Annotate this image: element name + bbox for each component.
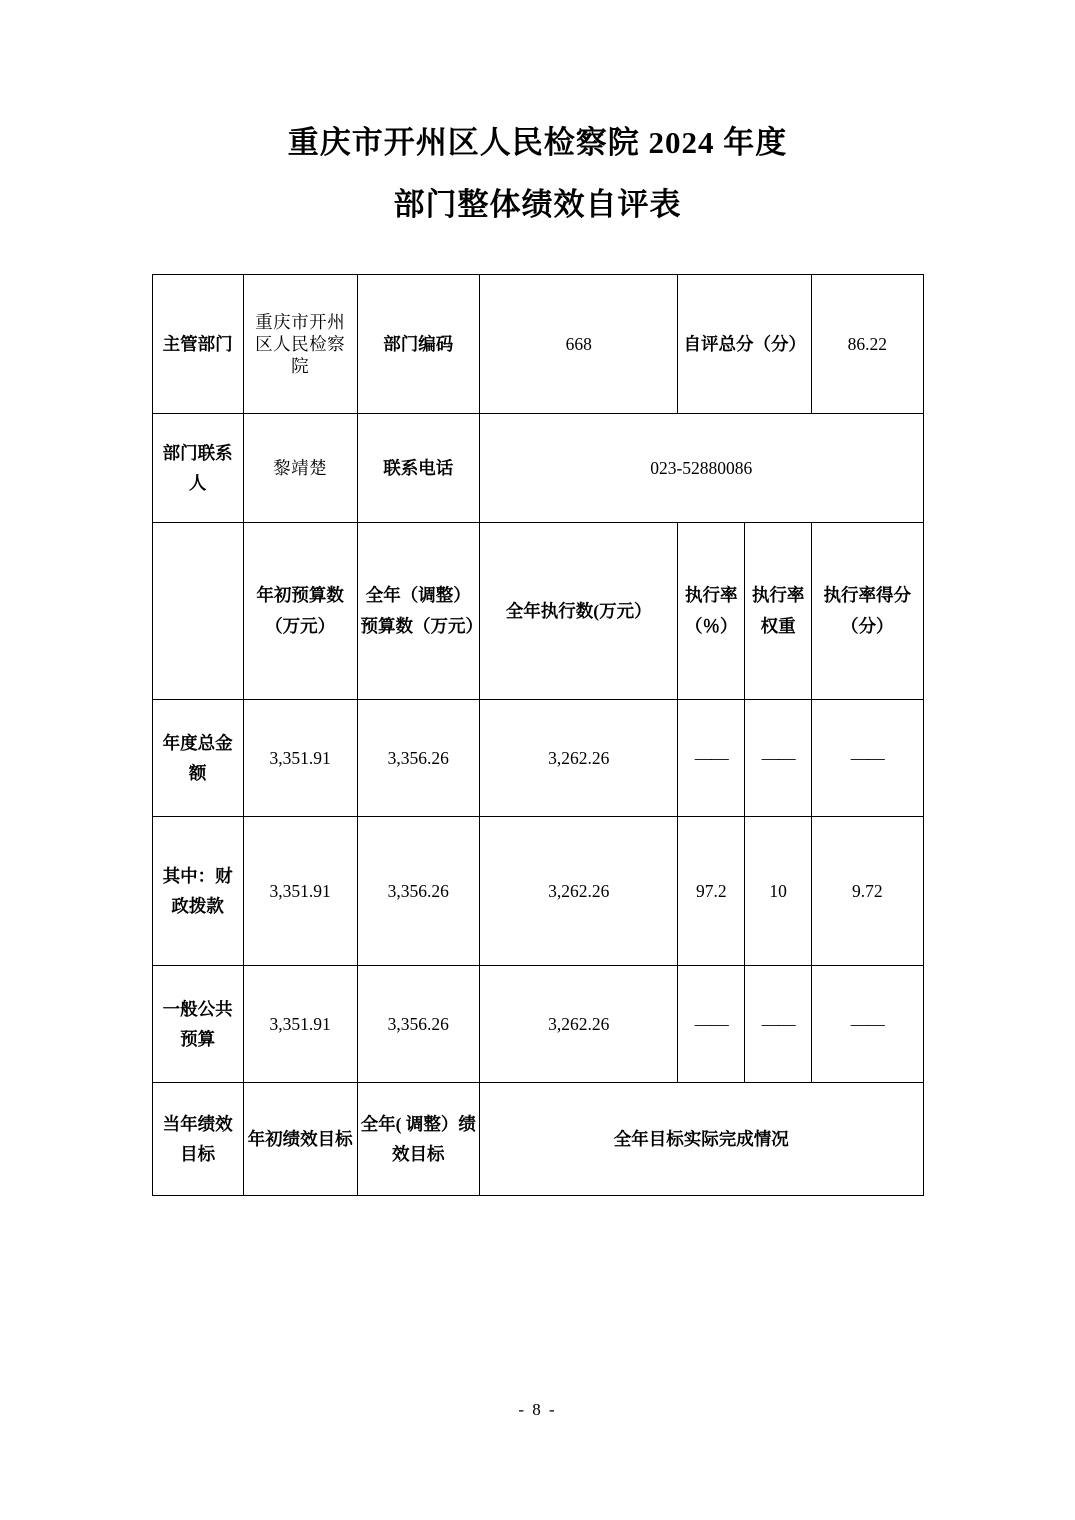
dept-name-value: 重庆市开州区人民检察院: [243, 275, 357, 414]
row-label-fiscal-appropriation: 其中：财政拨款: [152, 817, 243, 966]
cell-execution-score: 9.72: [812, 817, 923, 966]
cell-execution-score: ——: [812, 700, 923, 817]
page-number: - 8 -: [518, 1400, 557, 1419]
cell-execution-weight: 10: [745, 817, 812, 966]
cell-execution-score: ——: [812, 966, 923, 1083]
contact-label: 部门联系人: [152, 414, 243, 523]
cell-execution-weight: ——: [745, 700, 812, 817]
row-label-current-year-goal: 当年绩效目标: [152, 1083, 243, 1196]
cell-execution-rate: 97.2: [678, 817, 745, 966]
header-initial-budget: 年初预算数（万元）: [243, 523, 357, 700]
table-row: [152, 817, 923, 966]
row-label-general-public-budget: 一般公共预算: [152, 966, 243, 1083]
dept-label: 主管部门: [152, 275, 243, 414]
table-row: [152, 1083, 923, 1196]
cell-adjusted-budget: 3,356.26: [357, 966, 480, 1083]
self-score-value: 86.22: [812, 275, 923, 414]
header-execution-rate: 执行率（％）: [678, 523, 745, 700]
header-execution-weight: 执行率权重: [745, 523, 812, 700]
header-adjusted-budget: 全年（调整）预算数（万元）: [357, 523, 480, 700]
cell-execution-amount: 3,262.26: [480, 817, 678, 966]
cell-execution-amount: 3,262.26: [480, 966, 678, 1083]
initial-goal-label: 年初绩效目标: [243, 1083, 357, 1196]
cell-adjusted-budget: 3,356.26: [357, 817, 480, 966]
self-score-label: 自评总分（分）: [678, 275, 812, 414]
cell-initial-budget: 3,351.91: [243, 700, 357, 817]
phone-value: 023-52880086: [480, 414, 923, 523]
dept-code-label: 部门编码: [357, 275, 480, 414]
cell-adjusted-budget: 3,356.26: [357, 700, 480, 817]
table-row: [152, 966, 923, 1083]
cell-execution-rate: ——: [678, 966, 745, 1083]
performance-table-wrapper: [152, 274, 924, 1196]
page-title: [0, 0, 1075, 236]
title-line-1: 重庆市开州区人民检察院 2024 年度: [287, 125, 788, 160]
cell-initial-budget: 3,351.91: [243, 966, 357, 1083]
adjusted-goal-label: 全年( 调整）绩效目标: [357, 1083, 480, 1196]
phone-label: 联系电话: [357, 414, 480, 523]
cell-execution-amount: 3,262.26: [480, 700, 678, 817]
table-row: [152, 414, 923, 523]
header-blank: [152, 523, 243, 700]
dept-code-value: 668: [480, 275, 678, 414]
cell-execution-weight: ——: [745, 966, 812, 1083]
table-row: [152, 275, 923, 414]
cell-execution-rate: ——: [678, 700, 745, 817]
row-label-annual-total: 年度总金额: [152, 700, 243, 817]
performance-table: [152, 274, 924, 1196]
contact-name-value: 黎靖楚: [243, 414, 357, 523]
table-row: [152, 700, 923, 817]
header-execution-amount: 全年执行数(万元）: [480, 523, 678, 700]
table-header-row: [152, 523, 923, 700]
completion-label: 全年目标实际完成情况: [480, 1083, 923, 1196]
cell-initial-budget: 3,351.91: [243, 817, 357, 966]
title-line-2: 部门整体绩效自评表: [393, 187, 682, 222]
header-execution-score: 执行率得分 （分）: [812, 523, 923, 700]
